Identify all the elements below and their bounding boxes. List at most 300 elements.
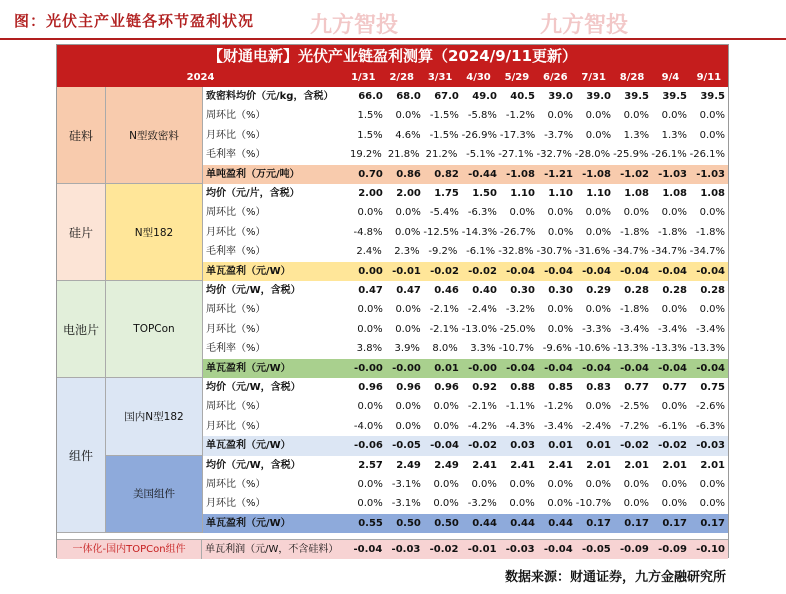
- value-cell: -17.3%: [499, 129, 536, 141]
- value-cell: 0.01: [586, 440, 611, 452]
- value-cell: 0.28: [662, 285, 687, 296]
- row-label: 单瓦盈利（元/W）: [202, 359, 348, 378]
- value-cell: 0.50: [396, 517, 421, 529]
- value-cell: 21.8%: [387, 149, 420, 161]
- figure-title: 图：光伏主产业链各环节盈利状况: [14, 12, 255, 30]
- value-cell: 0.0%: [699, 479, 726, 490]
- value-cell: -0.00: [354, 362, 383, 374]
- value-cell: -32.7%: [536, 149, 572, 161]
- date-header: 5/29: [504, 72, 530, 83]
- value-cell: -1.2%: [505, 110, 535, 122]
- source-note: 数据来源：财通证券，九方金融研究所: [505, 570, 727, 585]
- subcategory-cell: 美国组件: [105, 456, 202, 534]
- date-header: 2/28: [389, 72, 414, 83]
- value-cell: 1.08: [662, 188, 687, 199]
- value-cell: 0.0%: [547, 110, 573, 122]
- value-cell: -10.7%: [498, 343, 535, 355]
- value-cell: 0.44: [548, 517, 573, 529]
- value-cell: -1.08: [506, 168, 535, 180]
- integrated-label: 单瓦利润（元/W，不含硅料）: [201, 540, 347, 559]
- value-cell: 8.0%: [432, 343, 458, 355]
- value-cell: 0.0%: [357, 498, 383, 510]
- value-cell: 0.0%: [433, 420, 459, 432]
- value-cell: -0.44: [468, 168, 497, 180]
- table-row: [202, 87, 728, 106]
- integrated-value: -0.09: [658, 544, 687, 555]
- value-cell: 0.50: [434, 517, 459, 529]
- value-cell: 4.6%: [395, 129, 421, 141]
- row-label: 周环比（%）: [202, 397, 348, 416]
- value-cell: -6.3%: [696, 420, 726, 432]
- value-cell: -1.03: [658, 168, 687, 180]
- value-cell: -0.03: [696, 440, 726, 452]
- value-cell: 40.5: [510, 91, 535, 102]
- value-cell: 0.75: [700, 382, 726, 393]
- value-cell: 1.10: [510, 188, 535, 199]
- value-cell: -1.8%: [620, 226, 650, 238]
- value-cell: 2.41: [472, 459, 497, 471]
- value-cell: -0.01: [392, 265, 421, 277]
- value-cell: 0.0%: [585, 401, 611, 413]
- value-cell: 39.0: [586, 91, 611, 102]
- value-cell: 0.0%: [585, 479, 611, 490]
- value-cell: -6.3%: [467, 207, 497, 219]
- value-cell: 2.57: [358, 459, 383, 471]
- value-cell: 0.01: [434, 362, 459, 374]
- value-cell: -13.3%: [651, 343, 687, 355]
- value-cell: 0.0%: [623, 498, 650, 510]
- integrated-value: -0.02: [429, 544, 459, 555]
- date-header: 3/31: [427, 72, 453, 83]
- value-cell: 0.0%: [585, 304, 611, 316]
- value-cell: -3.1%: [391, 498, 421, 510]
- value-cell: 49.0: [472, 91, 497, 102]
- value-cell: 0.92: [472, 382, 497, 393]
- value-cell: 0.0%: [357, 304, 383, 316]
- value-cell: 39.5: [662, 91, 687, 102]
- value-cell: -1.8%: [619, 304, 649, 316]
- value-cell: -1.1%: [505, 401, 535, 413]
- value-cell: 2.00: [358, 188, 383, 199]
- integrated-value: -0.03: [391, 544, 421, 555]
- value-cell: -13.3%: [689, 343, 726, 355]
- value-cell: -12.5%: [423, 226, 459, 238]
- value-cell: 67.0: [434, 91, 459, 102]
- integrated-row: [57, 539, 728, 559]
- value-cell: 0.0%: [699, 129, 726, 141]
- value-cell: -5.1%: [466, 149, 496, 161]
- value-cell: 0.77: [662, 382, 687, 393]
- value-cell: -25.0%: [499, 323, 536, 335]
- value-cell: -1.02: [620, 168, 649, 180]
- value-cell: 0.0%: [547, 304, 573, 316]
- value-cell: -2.1%: [467, 401, 497, 413]
- value-cell: -27.1%: [498, 149, 534, 161]
- table-row: [202, 514, 728, 533]
- table-row: [202, 397, 728, 416]
- category-cell: 电池片: [57, 281, 105, 378]
- value-cell: -2.5%: [619, 401, 649, 413]
- value-cell: 2.00: [396, 188, 421, 199]
- table-row: [202, 262, 728, 281]
- value-cell: -0.04: [620, 362, 649, 374]
- table-row: [202, 456, 728, 475]
- value-cell: 0.28: [624, 285, 649, 296]
- value-cell: 2.4%: [356, 246, 382, 258]
- value-cell: 0.17: [662, 517, 687, 529]
- value-cell: 0.70: [358, 168, 383, 180]
- value-cell: -4.0%: [353, 420, 383, 432]
- value-cell: -9.6%: [542, 343, 572, 355]
- value-cell: 0.17: [624, 517, 649, 529]
- row-label: 毛利率（%）: [202, 242, 347, 261]
- value-cell: 2.01: [700, 459, 726, 471]
- value-cell: -32.8%: [498, 246, 534, 258]
- category-cell: 组件: [57, 378, 105, 533]
- value-cell: 1.5%: [357, 110, 383, 122]
- watermark-logo: 九方智投: [540, 13, 629, 38]
- value-cell: 68.0: [396, 91, 421, 102]
- value-cell: 1.5%: [357, 129, 383, 141]
- value-cell: 0.0%: [357, 207, 383, 219]
- watermark-logo: 九方智投: [310, 13, 399, 38]
- value-cell: 0.0%: [357, 323, 383, 335]
- value-cell: 0.29: [586, 285, 611, 296]
- value-cell: 0.96: [396, 382, 421, 393]
- value-cell: -7.2%: [619, 420, 649, 432]
- table-row: [202, 223, 728, 242]
- value-cell: -3.2%: [505, 304, 535, 316]
- value-cell: 0.88: [510, 382, 535, 393]
- value-cell: 1.3%: [661, 129, 688, 141]
- table-row: [202, 320, 728, 339]
- subcategory-cell: TOPCon: [105, 281, 202, 378]
- date-header-row: [57, 68, 728, 87]
- value-cell: -0.02: [468, 265, 497, 277]
- table-row: [202, 417, 728, 436]
- value-cell: -3.4%: [658, 323, 688, 335]
- value-cell: -0.04: [658, 362, 687, 374]
- value-cell: -3.3%: [582, 323, 612, 335]
- value-cell: 1.08: [700, 188, 726, 199]
- value-cell: -34.7%: [651, 246, 687, 258]
- value-cell: 1.10: [586, 188, 611, 199]
- value-cell: -2.4%: [467, 304, 497, 316]
- value-cell: 2.49: [434, 459, 459, 471]
- value-cell: -0.02: [620, 440, 649, 452]
- table-row: [202, 300, 728, 319]
- value-cell: 0.86: [396, 168, 421, 180]
- table-row: [202, 184, 728, 203]
- category-cell: 硅料: [57, 87, 105, 184]
- row-label: 单瓦盈利（元/W）: [202, 262, 348, 281]
- value-cell: 2.41: [548, 459, 573, 471]
- value-cell: 0.0%: [623, 207, 649, 219]
- value-cell: 0.0%: [547, 498, 573, 510]
- table-row: [202, 145, 728, 164]
- value-cell: -28.0%: [574, 149, 611, 161]
- value-cell: -0.04: [544, 362, 573, 374]
- value-cell: 2.3%: [394, 246, 420, 258]
- value-cell: 0.0%: [547, 226, 574, 238]
- value-cell: -0.04: [696, 362, 726, 374]
- value-cell: -3.4%: [543, 420, 573, 432]
- row-label: 毛利率（%）: [202, 339, 347, 358]
- value-cell: -0.02: [658, 440, 687, 452]
- row-label: 单吨盈利（万元/吨）: [202, 165, 348, 184]
- value-cell: -14.3%: [461, 226, 498, 238]
- row-label: 月环比（%）: [202, 417, 348, 436]
- value-cell: 39.5: [624, 91, 649, 102]
- value-cell: 0.0%: [395, 323, 421, 335]
- value-cell: -1.8%: [658, 226, 688, 238]
- value-cell: 0.01: [548, 440, 573, 452]
- value-cell: -3.4%: [696, 323, 726, 335]
- row-label: 毛利率（%）: [202, 145, 347, 164]
- value-cell: 0.17: [586, 517, 611, 529]
- value-cell: -6.1%: [466, 246, 496, 258]
- date-header: 4/30: [466, 72, 491, 83]
- table-row: [202, 242, 728, 261]
- value-cell: 0.0%: [547, 479, 573, 490]
- value-cell: 0.30: [548, 285, 573, 296]
- date-header: 7/31: [581, 72, 606, 83]
- table-row: [202, 436, 728, 455]
- table-row: [202, 165, 728, 184]
- value-cell: -1.8%: [695, 226, 725, 238]
- value-cell: -31.6%: [574, 246, 611, 258]
- value-cell: 0.0%: [357, 401, 383, 413]
- value-cell: 1.50: [472, 188, 497, 199]
- row-label: 均价（元/W，含税）: [202, 456, 348, 475]
- row-label: 单瓦盈利（元/W）: [202, 514, 348, 533]
- value-cell: -34.7%: [613, 246, 649, 258]
- value-cell: -1.5%: [429, 129, 459, 141]
- value-cell: 0.82: [434, 168, 459, 180]
- subcategory-cell: 国内N型182: [105, 378, 202, 456]
- table-body: [57, 87, 728, 533]
- value-cell: 1.08: [624, 188, 649, 199]
- value-cell: 0.0%: [509, 479, 535, 490]
- value-cell: -1.5%: [429, 110, 459, 122]
- row-label: 月环比（%）: [202, 126, 348, 145]
- value-cell: -0.04: [506, 265, 535, 277]
- value-cell: -0.04: [544, 265, 573, 277]
- integrated-value: -0.04: [353, 544, 383, 555]
- value-cell: 2.01: [586, 459, 611, 471]
- value-cell: -5.4%: [429, 207, 459, 219]
- value-cell: 0.44: [510, 517, 535, 529]
- value-cell: 0.0%: [699, 304, 726, 316]
- table-banner: 【财通电新】光伏产业链盈利测算（2024/9/11更新）: [57, 45, 728, 68]
- row-label: 周环比（%）: [202, 300, 348, 319]
- value-cell: -0.06: [354, 440, 383, 452]
- value-cell: 39.0: [548, 91, 573, 102]
- value-cell: -10.6%: [574, 343, 611, 355]
- value-cell: 0.00: [358, 265, 383, 277]
- value-cell: -1.08: [582, 168, 611, 180]
- value-cell: 0.0%: [661, 498, 688, 510]
- integrated-value: -0.09: [620, 544, 649, 555]
- value-cell: 3.9%: [394, 343, 420, 355]
- value-cell: 0.0%: [395, 226, 421, 238]
- table-row: [202, 378, 728, 397]
- value-cell: 0.0%: [395, 420, 421, 432]
- date-header: 1/31: [351, 72, 376, 83]
- value-cell: 0.30: [510, 285, 535, 296]
- table-row: [202, 203, 728, 222]
- value-cell: 0.55: [358, 517, 383, 529]
- value-cell: 0.03: [510, 440, 535, 452]
- subcategory-cell: N型182: [105, 184, 202, 281]
- value-cell: -0.04: [658, 265, 687, 277]
- value-cell: -26.1%: [689, 149, 726, 161]
- value-cell: -6.1%: [657, 420, 687, 432]
- value-cell: -0.04: [696, 265, 726, 277]
- value-cell: 0.0%: [661, 401, 687, 413]
- value-cell: -0.02: [430, 265, 459, 277]
- value-cell: -30.7%: [536, 246, 572, 258]
- row-label: 致密料均价（元/kg，含税）: [202, 87, 348, 106]
- table-row: [202, 339, 728, 358]
- row-label: 均价（元/W，含税）: [202, 281, 348, 300]
- date-header: 9/4: [661, 72, 680, 83]
- value-cell: 0.46: [434, 285, 459, 296]
- value-cell: 0.96: [434, 382, 459, 393]
- value-cell: 0.0%: [547, 323, 574, 335]
- value-cell: -10.7%: [575, 498, 612, 510]
- integrated-value: -0.10: [696, 544, 725, 555]
- table-row: [202, 106, 728, 125]
- value-cell: -0.04: [582, 265, 611, 277]
- profit-table: [56, 44, 729, 558]
- value-cell: -25.9%: [613, 149, 649, 161]
- value-cell: 0.0%: [395, 207, 421, 219]
- row-label: 均价（元/W，含税）: [202, 378, 348, 397]
- integrated-value: -0.04: [543, 544, 573, 555]
- category-cell: 硅片: [57, 184, 105, 281]
- row-label: 月环比（%）: [202, 320, 348, 339]
- value-cell: 0.0%: [433, 498, 459, 510]
- value-cell: 2.49: [396, 459, 421, 471]
- value-cell: 0.0%: [433, 401, 459, 413]
- value-cell: 2.01: [662, 459, 687, 471]
- value-cell: -13.0%: [461, 323, 497, 335]
- value-cell: 0.0%: [699, 498, 726, 510]
- value-cell: 2.01: [624, 459, 649, 471]
- value-cell: 0.0%: [509, 207, 535, 219]
- value-cell: 3.8%: [356, 343, 383, 355]
- value-cell: 0.47: [358, 285, 383, 296]
- value-cell: 0.96: [358, 382, 383, 393]
- value-cell: -0.04: [506, 362, 535, 374]
- value-cell: -0.05: [392, 440, 421, 452]
- date-header: 6/26: [543, 72, 568, 83]
- date-header: 9/11: [696, 72, 722, 83]
- value-cell: 0.83: [586, 382, 611, 393]
- value-cell: 0.0%: [585, 207, 611, 219]
- value-cell: -3.2%: [467, 498, 497, 510]
- value-cell: -2.6%: [696, 401, 726, 413]
- value-cell: 0.0%: [585, 226, 612, 238]
- value-cell: -26.7%: [500, 226, 536, 238]
- value-cell: 0.0%: [547, 207, 573, 219]
- value-cell: -2.1%: [429, 323, 459, 335]
- value-cell: -1.21: [544, 168, 573, 180]
- value-cell: -26.9%: [461, 129, 497, 141]
- value-cell: 0.0%: [699, 207, 726, 219]
- row-label: 单瓦盈利（元/W）: [202, 436, 348, 455]
- value-cell: -0.04: [620, 265, 649, 277]
- value-cell: -0.02: [468, 440, 497, 452]
- value-cell: 3.3%: [470, 343, 496, 355]
- table-row: [202, 126, 728, 145]
- value-cell: 0.0%: [395, 401, 421, 413]
- value-cell: -34.7%: [689, 246, 726, 258]
- value-cell: -1.03: [696, 168, 726, 180]
- value-cell: 0.0%: [509, 498, 535, 510]
- row-label: 月环比（%）: [202, 223, 348, 242]
- value-cell: -26.1%: [651, 149, 687, 161]
- row-label: 周环比（%）: [202, 475, 348, 494]
- value-cell: -0.04: [430, 440, 459, 452]
- value-cell: 0.0%: [395, 110, 421, 122]
- table-row: [202, 475, 728, 494]
- value-cell: 0.0%: [585, 129, 612, 141]
- value-cell: -2.1%: [429, 304, 459, 316]
- table-row: [202, 359, 728, 378]
- value-cell: 1.75: [434, 188, 459, 199]
- value-cell: 66.0: [358, 91, 383, 102]
- value-cell: -5.8%: [467, 110, 497, 122]
- value-cell: -1.2%: [543, 401, 573, 413]
- value-cell: 0.0%: [661, 304, 687, 316]
- value-cell: 0.0%: [471, 479, 497, 490]
- value-cell: -2.4%: [581, 420, 611, 432]
- table-row: [202, 281, 728, 300]
- value-cell: 0.40: [472, 285, 497, 296]
- value-cell: 0.17: [700, 517, 726, 529]
- value-cell: -9.2%: [428, 246, 458, 258]
- value-cell: 0.0%: [699, 110, 726, 122]
- value-cell: -13.3%: [613, 343, 649, 355]
- row-label: 周环比（%）: [202, 106, 348, 125]
- value-cell: 0.85: [548, 382, 573, 393]
- value-cell: 0.28: [700, 285, 726, 296]
- value-cell: 0.0%: [623, 479, 649, 490]
- row-label: 月环比（%）: [202, 494, 348, 513]
- year-header: 2024: [186, 72, 215, 83]
- value-cell: 0.0%: [661, 110, 687, 122]
- value-cell: 0.0%: [395, 304, 421, 316]
- value-cell: 0.0%: [661, 207, 687, 219]
- value-cell: 0.47: [396, 285, 421, 296]
- value-cell: -0.00: [468, 362, 497, 374]
- row-label: 周环比（%）: [202, 203, 348, 222]
- value-cell: -4.3%: [505, 420, 535, 432]
- table-row: [202, 494, 728, 513]
- integrated-value: -0.03: [505, 544, 535, 555]
- row-label: 均价（元/片，含税）: [202, 184, 348, 203]
- date-header: 8/28: [619, 72, 645, 83]
- value-cell: 1.10: [548, 188, 573, 199]
- value-cell: 19.2%: [350, 149, 382, 161]
- value-cell: 39.5: [700, 91, 726, 102]
- value-cell: 0.0%: [585, 110, 611, 122]
- value-cell: 0.0%: [623, 110, 649, 122]
- subcategory-cell: N型致密料: [105, 87, 202, 184]
- value-cell: 0.44: [472, 517, 497, 529]
